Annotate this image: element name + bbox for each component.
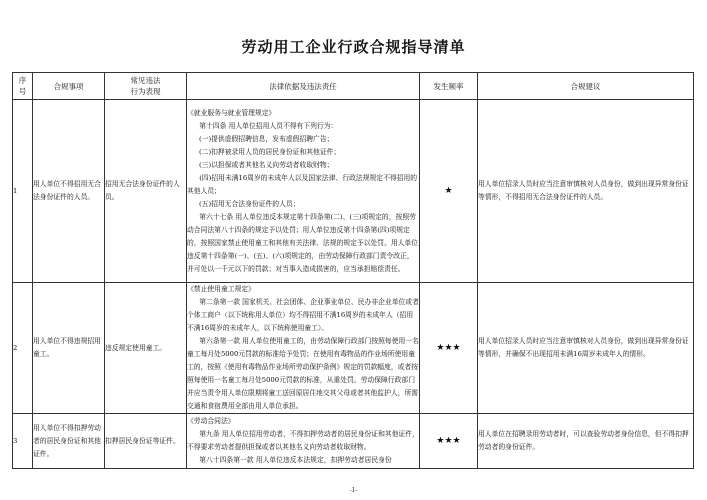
- legal-basis: [187, 283, 420, 414]
- table-header-row: [13, 73, 694, 100]
- law-clause: (一)提供虚假招聘信息，发布虚假招聘广告；: [199, 134, 334, 143]
- legal-basis: [187, 100, 420, 283]
- law-clause: (四)招用未满16周岁的未成年人以及国家法律、行政法规规定不得招用的其他人员；: [187, 173, 418, 195]
- header-behavior: 常见违法 行为表现: [105, 73, 187, 100]
- violation-behavior: 扣押居民身份证等证件。: [105, 414, 187, 469]
- page-title: 劳动用工企业行政合规指导清单: [241, 38, 466, 56]
- header-advice: 合规建议: [478, 73, 694, 100]
- law-clause: 第八十四条第一款 用人单位违反本法规定，扣押劳动者居民身份: [199, 456, 392, 464]
- frequency-stars: ★: [420, 100, 478, 283]
- law-clause: (二)扣押被录用人员的居民身份证和其他证件；: [199, 147, 341, 156]
- law-title: 《劳动合同法》: [187, 417, 235, 425]
- row-number: 1: [13, 100, 33, 283]
- compliance-item: 用人单位不得违规招用童工。: [33, 283, 105, 414]
- law-clause: (五)招用无合法身份证件的人员；: [199, 199, 300, 208]
- row-number: 2: [13, 283, 33, 414]
- compliance-item: 用人单位不得扣押劳动者的居民身份证和其他证件。: [33, 414, 105, 469]
- table-row: [13, 100, 694, 283]
- compliance-item: 用人单位不得招用无合法身份证件的人员。: [33, 100, 105, 283]
- frequency-stars: ★★★: [420, 283, 478, 414]
- header-item: 合规事项: [33, 73, 105, 100]
- compliance-advice: 用人单位在招聘录用劳动者时，可以查验劳动者身份信息，但不得扣押劳动者的身份证件。: [478, 414, 694, 469]
- violation-behavior: 违反规定使用童工。: [105, 283, 187, 414]
- compliance-table: [12, 72, 694, 469]
- law-clause: 第六条第一款 用人单位使用童工的，由劳动保障行政部门按照每使用一名童工每月处5000元罚款的标准给予处罚；在使用有毒物品的作业场所使用童工的，按照《使用有毒物品作业场所劳动保护条例》规定的罚款幅度，或者按照每使用一名童工每月处5000元罚款的标准，从重处罚。劳动保障行政部门并应当责令用人单位限期将童工送回原居住地交其父母或者其他监护人，所需交通和食宿费用全部由用人单位承担。: [187, 337, 419, 410]
- law-title: 《禁止使用童工规定》: [187, 285, 255, 293]
- header-no: 序号: [13, 73, 33, 100]
- law-clause: 第九条 用人单位招用劳动者，不得扣押劳动者的居民身份证和其他证件，不得要求劳动者提供担保或者以其他名义向劳动者收取财物。: [187, 430, 419, 451]
- row-number: 3: [13, 414, 33, 469]
- law-clause: 第十四条 用人单位招用人员不得有下列行为：: [199, 121, 338, 130]
- law-title: 《就业服务与就业管理规定》: [187, 108, 276, 117]
- compliance-advice: 用人单位招录人员时应当注意审慎核对人员身份，做到出现异常身份证等情形，不得招用无合法身份证件的人员。: [478, 100, 694, 283]
- header-frequency: 发生频率: [420, 73, 478, 100]
- compliance-advice: 用人单位招录人员时应当注意审慎核对人员身份，做到出现异常身份证等情形，并确保不出现招用未满16周岁未成年人的情形。: [478, 283, 694, 414]
- frequency-stars: ★★★: [420, 414, 478, 469]
- law-clause: (三)以担保或者其他名义向劳动者收取财物；: [199, 160, 334, 169]
- table-row: [13, 414, 694, 469]
- law-clause: 第二条第一款 国家机关、社会团体、企业事业单位、民办非企业单位或者个体工商户（以下统称用人单位）均不得招用不满16周岁的未成年人（招用不满16周岁的未成年人，以下统称使用童工）。: [187, 298, 419, 332]
- header-law: 法律依据及违法责任: [187, 73, 420, 100]
- page-number: -1-: [349, 487, 358, 494]
- law-clause: 第六十七条 用人单位违反本规定第十四条第(二)、(三)项规定的，按照劳动合同法第八十四条的规定予以处罚；用人单位违反第十四条第(四)项规定的，按照国家禁止使用童工和其他有关法律、法规的规定予以处罚。用人单位违反第十四条第(一)、(五)、(六)项规定的，由劳动保障行政部门责令改正，并可处以一千元以下的罚款；对当事人造成损害的，应当承担赔偿责任。: [187, 212, 419, 273]
- legal-basis: [187, 414, 420, 469]
- violation-behavior: 招用无合法身份证件的人员。: [105, 100, 187, 283]
- table-row: [13, 283, 694, 414]
